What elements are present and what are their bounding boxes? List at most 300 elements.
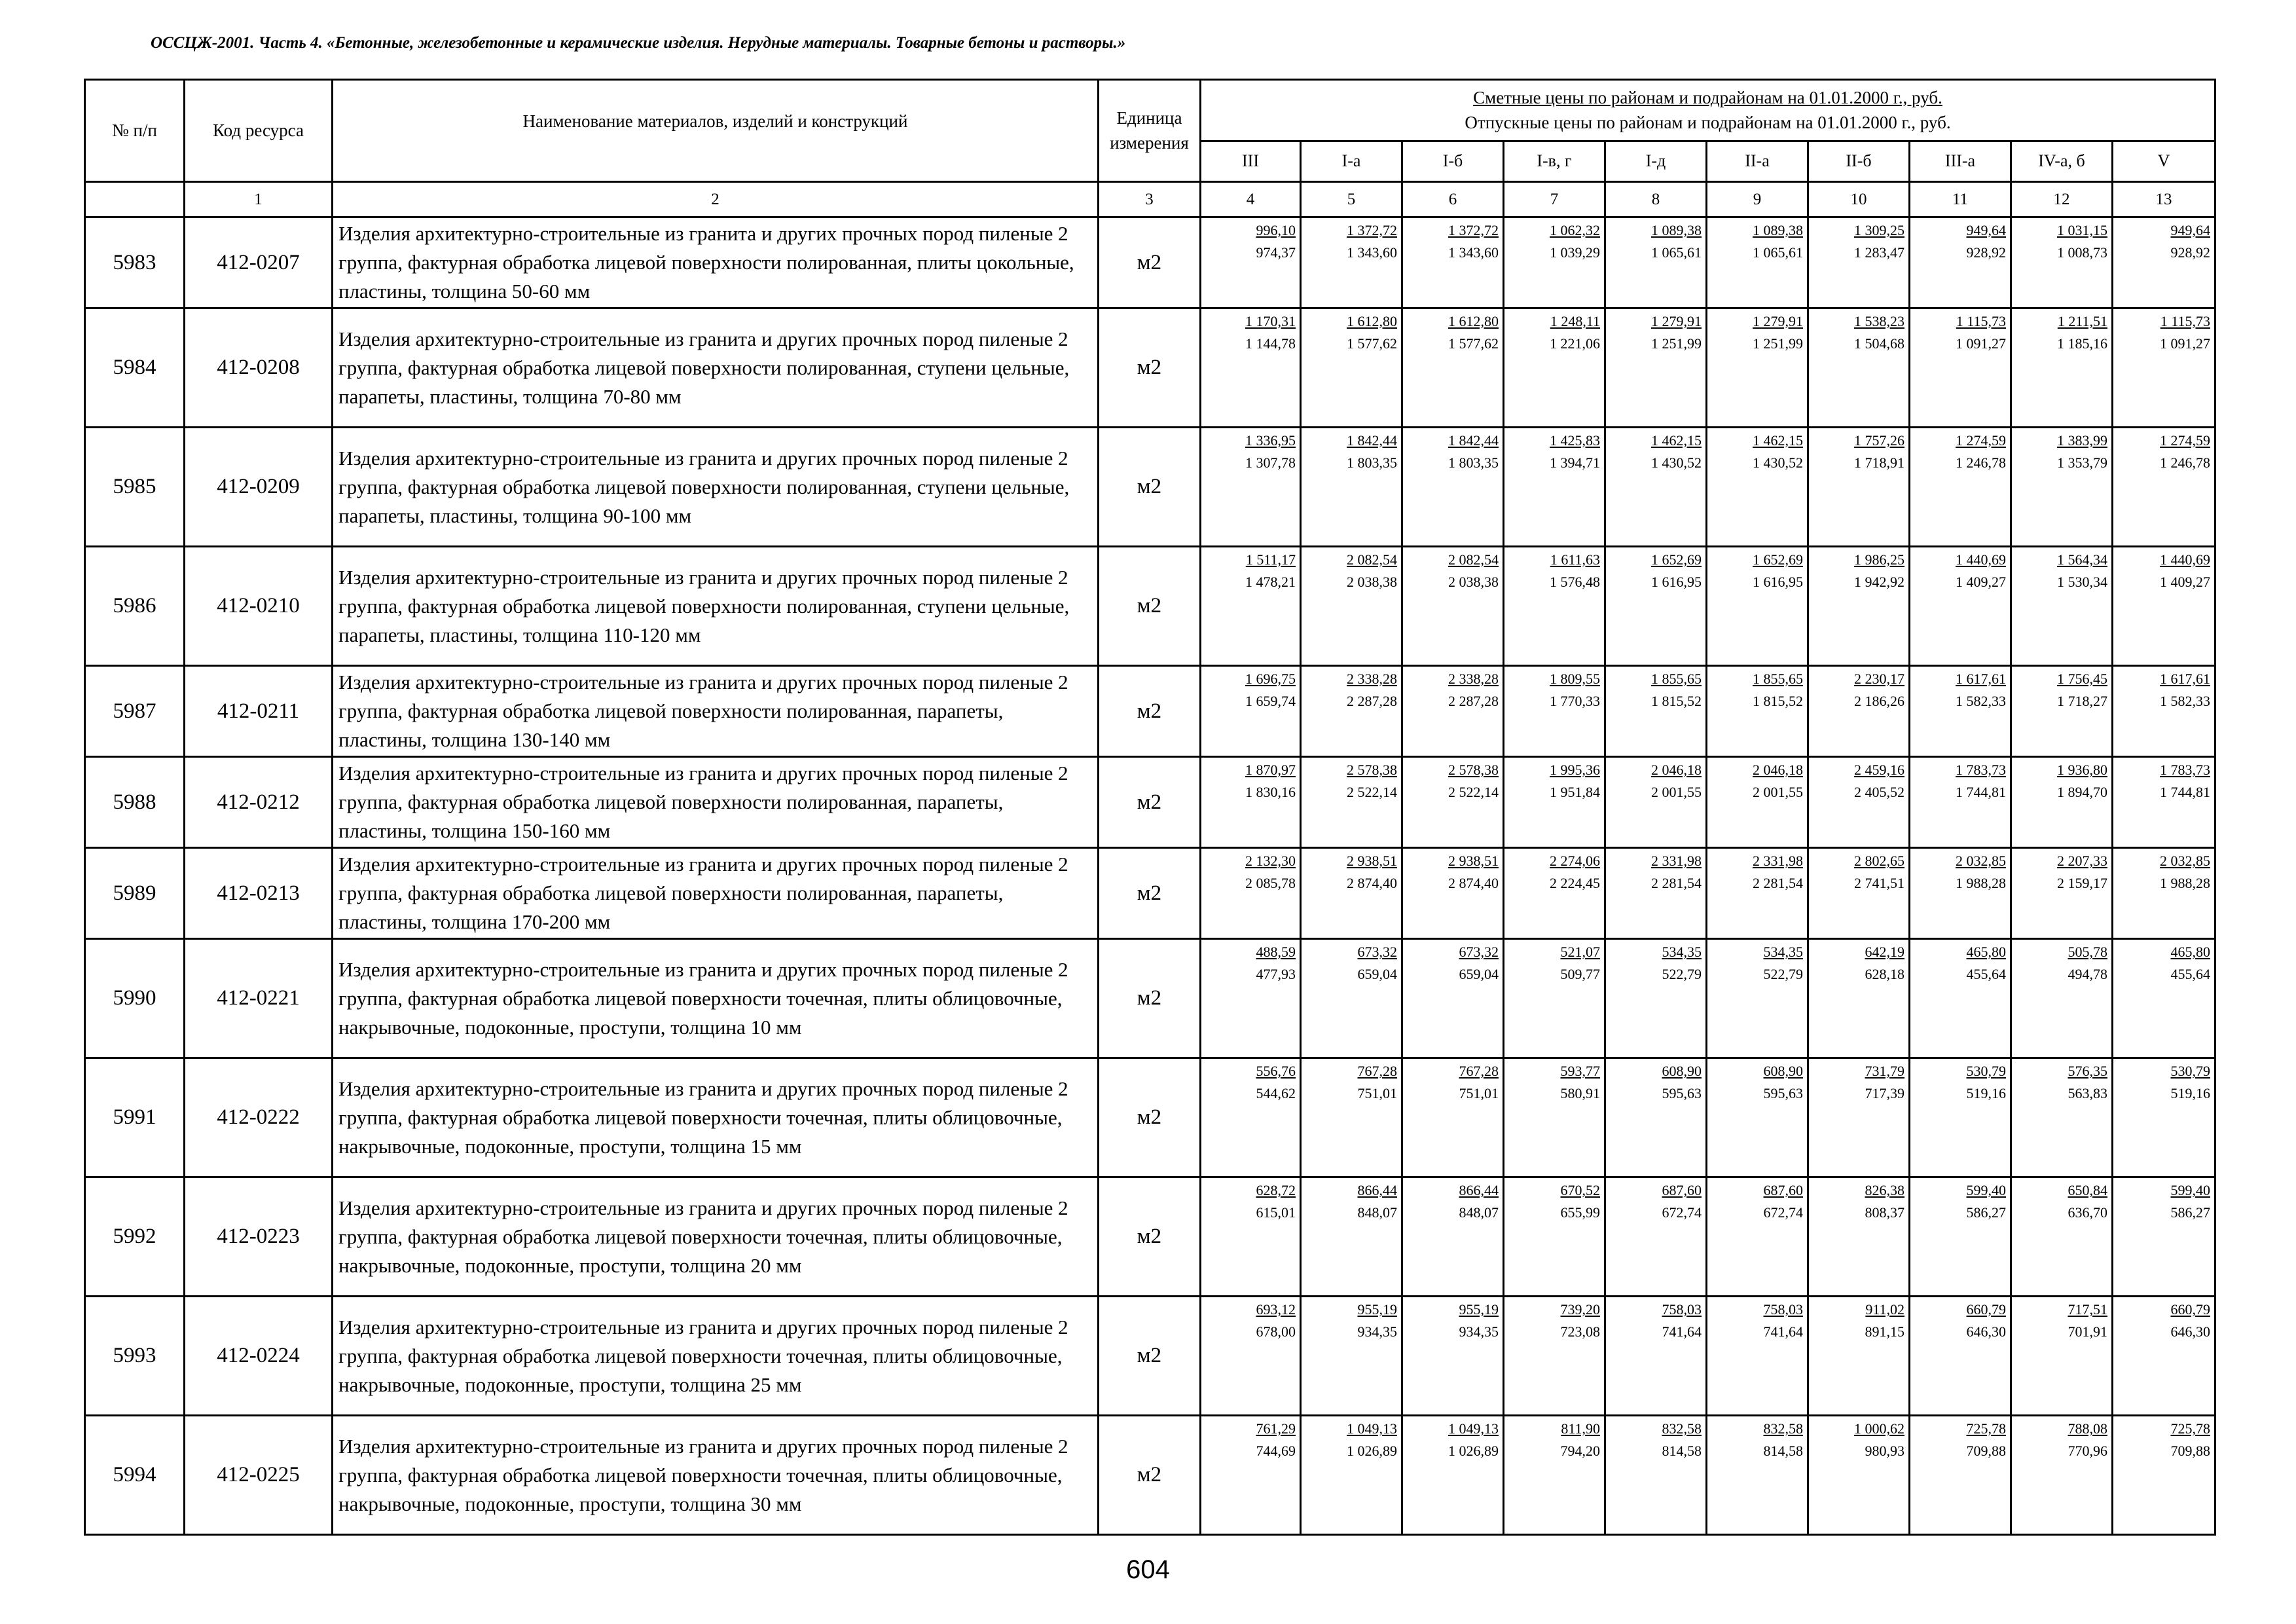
release-price: 1 744,81 (2160, 784, 2210, 801)
estimate-price: 1 652,69 (1753, 551, 1803, 568)
price-cell (1808, 428, 1910, 547)
estimate-price: 650,84 (2068, 1182, 2107, 1199)
release-price: 741,64 (1662, 1323, 1702, 1340)
estimate-price: 1 440,69 (1956, 551, 2006, 568)
estimate-price: 1 170,31 (1245, 313, 1296, 330)
estimate-price: 767,28 (1459, 1063, 1499, 1080)
estimate-price: 628,72 (1256, 1182, 1296, 1199)
region-header: III (1201, 141, 1301, 182)
estimate-price: 1 115,73 (1956, 313, 2006, 330)
resource-code: 412-0221 (185, 939, 333, 1058)
price-cell (1402, 848, 1504, 939)
price-cell (2011, 1416, 2113, 1535)
header-name: Наименование материалов, изделий и конструкций (333, 80, 1099, 182)
item-name: Изделия архитектурно-строительные из гранита и других прочных пород пиленые 2 группа, фактурная обработка лицевой поверхности полированная, парапеты, пластины, толщина 130-140 мм (333, 666, 1099, 757)
estimate-price: 832,58 (1763, 1420, 1803, 1437)
column-number: 3 (1099, 182, 1201, 217)
row-number: 5986 (85, 547, 185, 666)
table-row (85, 217, 2215, 308)
estimate-price: 642,19 (1865, 944, 1904, 961)
estimate-price: 2 132,30 (1245, 853, 1296, 870)
release-price: 1 744,81 (1956, 784, 2006, 801)
price-cell (1605, 1297, 1707, 1416)
estimate-price: 1 995,36 (1550, 762, 1600, 779)
estimate-price: 955,19 (1357, 1301, 1397, 1318)
release-price: 519,16 (1966, 1085, 2006, 1102)
price-table (84, 79, 2216, 1536)
release-price: 751,01 (1459, 1085, 1499, 1102)
price-cell (1504, 1297, 1605, 1416)
estimate-price: 534,35 (1763, 944, 1803, 961)
unit: м2 (1099, 757, 1201, 848)
release-price: 636,70 (2068, 1204, 2107, 1221)
estimate-price: 1 511,17 (1245, 551, 1296, 568)
estimate-price: 673,32 (1357, 944, 1397, 961)
release-price: 1 530,34 (2057, 574, 2107, 591)
release-price: 1 409,27 (1956, 574, 2006, 591)
price-cell (1201, 547, 1301, 666)
release-price: 794,20 (1560, 1443, 1600, 1460)
table-row (85, 666, 2215, 757)
estimate-price: 2 331,98 (1753, 853, 1803, 870)
estimate-price: 1 372,72 (1448, 222, 1499, 238)
release-price: 2 001,55 (1651, 784, 1702, 801)
resource-code: 412-0211 (185, 666, 333, 757)
price-cell (2011, 217, 2113, 308)
price-cell (1707, 308, 1808, 428)
region-header: II-а (1707, 141, 1808, 182)
estimate-price: 2 338,28 (1448, 671, 1499, 688)
price-cell (1201, 1177, 1301, 1297)
estimate-price: 2 938,51 (1347, 853, 1397, 870)
region-header: I-в, г (1504, 141, 1605, 182)
column-number-empty (85, 182, 185, 217)
release-price: 974,37 (1256, 244, 1296, 261)
estimate-price: 955,19 (1459, 1301, 1499, 1318)
release-price: 2 281,54 (1753, 875, 1803, 892)
release-price: 2 874,40 (1347, 875, 1397, 892)
price-cell (1808, 666, 1910, 757)
estimate-price: 1 115,73 (2160, 313, 2210, 330)
estimate-price: 1 538,23 (1854, 313, 1904, 330)
price-cell (1201, 939, 1301, 1058)
estimate-price: 1 612,80 (1347, 313, 1397, 330)
price-cell (2113, 217, 2215, 308)
release-price: 980,93 (1865, 1443, 1904, 1460)
release-price: 615,01 (1256, 1204, 1296, 1221)
price-cell (1808, 1058, 1910, 1177)
release-price: 672,74 (1662, 1204, 1702, 1221)
release-price: 1 353,79 (2057, 454, 2107, 471)
estimate-price: 767,28 (1357, 1063, 1397, 1080)
resource-code: 412-0224 (185, 1297, 333, 1416)
price-cell (1707, 428, 1808, 547)
column-number: 2 (333, 182, 1099, 217)
unit: м2 (1099, 547, 1201, 666)
estimate-price: 1 564,34 (2057, 551, 2107, 568)
estimate-price: 949,64 (2170, 222, 2210, 238)
release-price: 848,07 (1459, 1204, 1499, 1221)
column-number: 8 (1605, 182, 1707, 217)
price-cell (1808, 308, 1910, 428)
row-number: 5991 (85, 1058, 185, 1177)
price-cell (1301, 217, 1402, 308)
price-cell (2113, 308, 2215, 428)
release-price: 1 008,73 (2057, 244, 2107, 261)
release-price: 1 394,71 (1550, 454, 1600, 471)
estimate-price: 1 000,62 (1854, 1420, 1904, 1437)
release-price: 519,16 (2170, 1085, 2210, 1102)
row-number: 5994 (85, 1416, 185, 1535)
document-header: ОССЦЖ-2001. Часть 4. «Бетонные, железобетонные и керамические изделия. Нерудные материалы. Товарные бетоны и растворы.» (151, 34, 1126, 52)
estimate-price: 1 652,69 (1651, 551, 1702, 568)
release-price: 1 251,99 (1753, 335, 1803, 352)
price-cell (1707, 1416, 1808, 1535)
column-number: 5 (1301, 182, 1402, 217)
estimate-price: 1 842,44 (1448, 432, 1499, 449)
estimate-price: 731,79 (1865, 1063, 1904, 1080)
price-cell (1707, 848, 1808, 939)
release-price: 1 894,70 (2057, 784, 2107, 801)
release-price: 1 577,62 (1347, 335, 1397, 352)
price-cell (1910, 217, 2011, 308)
estimate-price: 505,78 (2068, 944, 2107, 961)
estimate-prices-title: Сметные цены по районам и подрайонам на 01.01.2000 г., руб. (1473, 87, 1942, 107)
item-name: Изделия архитектурно-строительные из гранита и других прочных пород пиленые 2 группа, фактурная обработка лицевой поверхности точечная, плиты облицовочные, накрывочные, подоконные, проступи, толщина 25 мм (333, 1297, 1099, 1416)
release-price: 1 091,27 (1956, 335, 2006, 352)
release-price: 2 085,78 (1245, 875, 1296, 892)
price-cell (1402, 939, 1504, 1058)
item-name: Изделия архитектурно-строительные из гранита и других прочных пород пиленые 2 группа, фактурная обработка лицевой поверхности полированная, ступени цельные, парапеты, пластины, толщина 70-80 мм (333, 308, 1099, 428)
price-cell (1605, 666, 1707, 757)
region-header: III-а (1910, 141, 2011, 182)
price-cell (1301, 1297, 1402, 1416)
release-price: 928,92 (1966, 244, 2006, 261)
price-cell (1301, 308, 1402, 428)
estimate-price: 761,29 (1256, 1420, 1296, 1437)
estimate-price: 2 338,28 (1347, 671, 1397, 688)
resource-code: 412-0208 (185, 308, 333, 428)
estimate-price: 465,80 (1966, 944, 2006, 961)
release-price: 586,27 (1966, 1204, 2006, 1221)
unit: м2 (1099, 1058, 1201, 1177)
header-num: № п/п (85, 80, 185, 182)
price-cell (1504, 1177, 1605, 1297)
estimate-price: 1 336,95 (1245, 432, 1296, 449)
price-cell (2011, 308, 2113, 428)
price-cell (1605, 848, 1707, 939)
release-price: 494,78 (2068, 966, 2107, 983)
release-price: 2 522,14 (1448, 784, 1499, 801)
release-price: 1 065,61 (1651, 244, 1702, 261)
price-cell (2113, 1416, 2215, 1535)
release-price: 580,91 (1560, 1085, 1600, 1102)
region-header: II-б (1808, 141, 1910, 182)
release-price: 477,93 (1256, 966, 1296, 983)
price-cell (2011, 1177, 2113, 1297)
release-price: 522,79 (1662, 966, 1702, 983)
price-cell (1201, 217, 1301, 308)
price-cell (2113, 1297, 2215, 1416)
estimate-price: 521,07 (1560, 944, 1600, 961)
estimate-price: 599,40 (1966, 1182, 2006, 1199)
release-price: 2 159,17 (2057, 875, 2107, 892)
resource-code: 412-0209 (185, 428, 333, 547)
price-cell (1301, 666, 1402, 757)
release-price: 1 221,06 (1550, 335, 1600, 352)
price-cell (1504, 428, 1605, 547)
estimate-price: 1 611,63 (1550, 551, 1600, 568)
estimate-price: 1 309,25 (1854, 222, 1904, 238)
row-number: 5990 (85, 939, 185, 1058)
table-row (85, 1177, 2215, 1297)
price-cell (1707, 1058, 1808, 1177)
estimate-price: 670,52 (1560, 1182, 1600, 1199)
price-cell (1808, 848, 1910, 939)
release-price: 2 287,28 (1347, 693, 1397, 710)
release-price: 655,99 (1560, 1204, 1600, 1221)
release-price: 928,92 (2170, 244, 2210, 261)
unit: м2 (1099, 1297, 1201, 1416)
release-price: 1 659,74 (1245, 693, 1296, 710)
column-number: 13 (2113, 182, 2215, 217)
estimate-price: 2 578,38 (1448, 762, 1499, 779)
price-cell (1910, 547, 2011, 666)
release-price: 1 409,27 (2160, 574, 2210, 591)
estimate-price: 1 696,75 (1245, 671, 1296, 688)
release-price: 891,15 (1865, 1323, 1904, 1340)
release-price: 1 951,84 (1550, 784, 1600, 801)
price-cell (2113, 666, 2215, 757)
release-price: 709,88 (1966, 1443, 2006, 1460)
estimate-price: 866,44 (1459, 1182, 1499, 1199)
price-cell (1707, 217, 1808, 308)
estimate-price: 1 855,65 (1753, 671, 1803, 688)
price-cell (1301, 757, 1402, 848)
estimate-price: 788,08 (2068, 1420, 2107, 1437)
release-price: 934,35 (1459, 1323, 1499, 1340)
price-cell (1910, 1297, 2011, 1416)
estimate-price: 1 462,15 (1651, 432, 1702, 449)
price-cell (1301, 1058, 1402, 1177)
estimate-price: 534,35 (1662, 944, 1702, 961)
release-price: 1 026,89 (1448, 1443, 1499, 1460)
column-number: 10 (1808, 182, 1910, 217)
price-cell (1605, 757, 1707, 848)
release-price: 814,58 (1662, 1443, 1702, 1460)
release-price: 1 718,27 (2057, 693, 2107, 710)
estimate-price: 530,79 (2170, 1063, 2210, 1080)
estimate-price: 687,60 (1662, 1182, 1702, 1199)
estimate-price: 2 331,98 (1651, 853, 1702, 870)
price-cell (1504, 1416, 1605, 1535)
row-number: 5988 (85, 757, 185, 848)
column-number: 9 (1707, 182, 1808, 217)
release-prices-title: Отпускные цены по районам и подрайонам на 01.01.2000 г., руб. (1465, 112, 1951, 132)
price-cell (1301, 547, 1402, 666)
price-cell (1910, 666, 2011, 757)
price-cell (1201, 1297, 1301, 1416)
row-number: 5992 (85, 1177, 185, 1297)
estimate-price: 1 462,15 (1753, 432, 1803, 449)
release-price: 848,07 (1357, 1204, 1397, 1221)
price-cell (1201, 1416, 1301, 1535)
release-price: 1 430,52 (1753, 454, 1803, 471)
resource-code: 412-0207 (185, 217, 333, 308)
price-cell (2113, 1058, 2215, 1177)
price-cell (1707, 666, 1808, 757)
column-number: 1 (185, 182, 333, 217)
row-number: 5985 (85, 428, 185, 547)
table-row (85, 757, 2215, 848)
estimate-price: 693,12 (1256, 1301, 1296, 1318)
item-name: Изделия архитектурно-строительные из гранита и других прочных пород пиленые 2 группа, фактурная обработка лицевой поверхности полированная, ступени цельные, парапеты, пластины, толщина 110-120 мм (333, 547, 1099, 666)
release-price: 1 091,27 (2160, 335, 2210, 352)
price-cell (2113, 547, 2215, 666)
release-price: 1 246,78 (2160, 454, 2210, 471)
estimate-price: 2 032,85 (2160, 853, 2210, 870)
price-cell (1605, 939, 1707, 1058)
price-cell (1808, 1297, 1910, 1416)
price-cell (1504, 939, 1605, 1058)
price-cell (2113, 1177, 2215, 1297)
estimate-price: 2 082,54 (1347, 551, 1397, 568)
release-price: 659,04 (1459, 966, 1499, 983)
estimate-price: 660,79 (2170, 1301, 2210, 1318)
estimate-price: 2 459,16 (1854, 762, 1904, 779)
estimate-price: 2 230,17 (1854, 671, 1904, 688)
estimate-price: 758,03 (1662, 1301, 1702, 1318)
release-price: 717,39 (1865, 1085, 1904, 1102)
estimate-price: 593,77 (1560, 1063, 1600, 1080)
release-price: 1 770,33 (1550, 693, 1600, 710)
estimate-price: 608,90 (1763, 1063, 1803, 1080)
estimate-price: 1 757,26 (1854, 432, 1904, 449)
estimate-price: 1 211,51 (2057, 313, 2107, 330)
price-cell (2011, 848, 2113, 939)
release-price: 2 281,54 (1651, 875, 1702, 892)
release-price: 1 616,95 (1651, 574, 1702, 591)
estimate-price: 687,60 (1763, 1182, 1803, 1199)
price-cell (2113, 848, 2215, 939)
estimate-price: 2 046,18 (1753, 762, 1803, 779)
price-cell (1605, 1177, 1707, 1297)
region-header: IV-а, б (2011, 141, 2113, 182)
price-cell (1910, 1177, 2011, 1297)
resource-code: 412-0225 (185, 1416, 333, 1535)
header-unit: Единица измерения (1099, 80, 1201, 182)
estimate-price: 949,64 (1966, 222, 2006, 238)
column-number: 11 (1910, 182, 2011, 217)
release-price: 1 576,48 (1550, 574, 1600, 591)
item-name: Изделия архитектурно-строительные из гранита и других прочных пород пиленые 2 группа, фактурная обработка лицевой поверхности полированная, ступени цельные, парапеты, пластины, толщина 90-100 мм (333, 428, 1099, 547)
table-row (85, 428, 2215, 547)
table-row (85, 848, 2215, 939)
price-cell (1707, 1297, 1808, 1416)
release-price: 595,63 (1662, 1085, 1702, 1102)
estimate-price: 2 802,65 (1854, 853, 1904, 870)
unit: м2 (1099, 308, 1201, 428)
release-price: 509,77 (1560, 966, 1600, 983)
release-price: 1 026,89 (1347, 1443, 1397, 1460)
release-price: 2 874,40 (1448, 875, 1499, 892)
item-name: Изделия архитектурно-строительные из гранита и других прочных пород пиленые 2 группа, фактурная обработка лицевой поверхности точечная, плиты облицовочные, накрывочные, подоконные, проступи, толщина 30 мм (333, 1416, 1099, 1535)
estimate-price: 826,38 (1865, 1182, 1904, 1199)
price-cell (1504, 1058, 1605, 1177)
release-price: 1 616,95 (1753, 574, 1803, 591)
item-name: Изделия архитектурно-строительные из гранита и других прочных пород пиленые 2 группа, фактурная обработка лицевой поверхности точечная, плиты облицовочные, накрывочные, подоконные, проступи, толщина 10 мм (333, 939, 1099, 1058)
release-price: 2 001,55 (1753, 784, 1803, 801)
estimate-price: 1 279,91 (1753, 313, 1803, 330)
price-cell (1910, 1058, 2011, 1177)
release-price: 1 065,61 (1753, 244, 1803, 261)
item-name: Изделия архитектурно-строительные из гранита и других прочных пород пиленые 2 группа, фактурная обработка лицевой поверхности точечная, плиты облицовочные, накрывочные, подоконные, проступи, толщина 20 мм (333, 1177, 1099, 1297)
price-cell (1301, 848, 1402, 939)
page-number: 604 (1126, 1555, 1170, 1584)
price-cell (2011, 428, 2113, 547)
price-cell (1707, 757, 1808, 848)
resource-code: 412-0213 (185, 848, 333, 939)
price-cell (1201, 308, 1301, 428)
release-price: 2 522,14 (1347, 784, 1397, 801)
estimate-price: 608,90 (1662, 1063, 1702, 1080)
price-cell (1707, 939, 1808, 1058)
release-price: 563,83 (2068, 1085, 2107, 1102)
price-cell (2011, 666, 2113, 757)
table-row (85, 939, 2215, 1058)
estimate-price: 1 440,69 (2160, 551, 2210, 568)
release-price: 1 988,28 (1956, 875, 2006, 892)
estimate-price: 2 032,85 (1956, 853, 2006, 870)
column-number: 4 (1201, 182, 1301, 217)
price-cell (1808, 547, 1910, 666)
resource-code: 412-0222 (185, 1058, 333, 1177)
price-cell (1605, 1058, 1707, 1177)
release-price: 1 307,78 (1245, 454, 1296, 471)
price-cell (2011, 757, 2113, 848)
price-cell (1402, 428, 1504, 547)
unit: м2 (1099, 1177, 1201, 1297)
estimate-price: 725,78 (1966, 1420, 2006, 1437)
row-number: 5984 (85, 308, 185, 428)
release-price: 1 430,52 (1651, 454, 1702, 471)
price-cell (1910, 757, 2011, 848)
estimate-price: 1 936,80 (2057, 762, 2107, 779)
estimate-price: 1 274,59 (2160, 432, 2210, 449)
release-price: 1 251,99 (1651, 335, 1702, 352)
release-price: 659,04 (1357, 966, 1397, 983)
release-price: 678,00 (1256, 1323, 1296, 1340)
release-price: 2 186,26 (1854, 693, 1904, 710)
estimate-price: 1 274,59 (1956, 432, 2006, 449)
resource-code: 412-0212 (185, 757, 333, 848)
table-row (85, 547, 2215, 666)
estimate-price: 1 425,83 (1550, 432, 1600, 449)
release-price: 2 287,28 (1448, 693, 1499, 710)
price-cell (1201, 428, 1301, 547)
price-cell (1910, 428, 2011, 547)
table-row (85, 1058, 2215, 1177)
estimate-price: 1 031,15 (2057, 222, 2107, 238)
price-cell (1504, 308, 1605, 428)
unit: м2 (1099, 428, 1201, 547)
price-cell (1301, 428, 1402, 547)
release-price: 1 039,29 (1550, 244, 1600, 261)
release-price: 455,64 (1966, 966, 2006, 983)
estimate-price: 1 383,99 (2057, 432, 2107, 449)
price-cell (1707, 1177, 1808, 1297)
price-cell (1201, 848, 1301, 939)
